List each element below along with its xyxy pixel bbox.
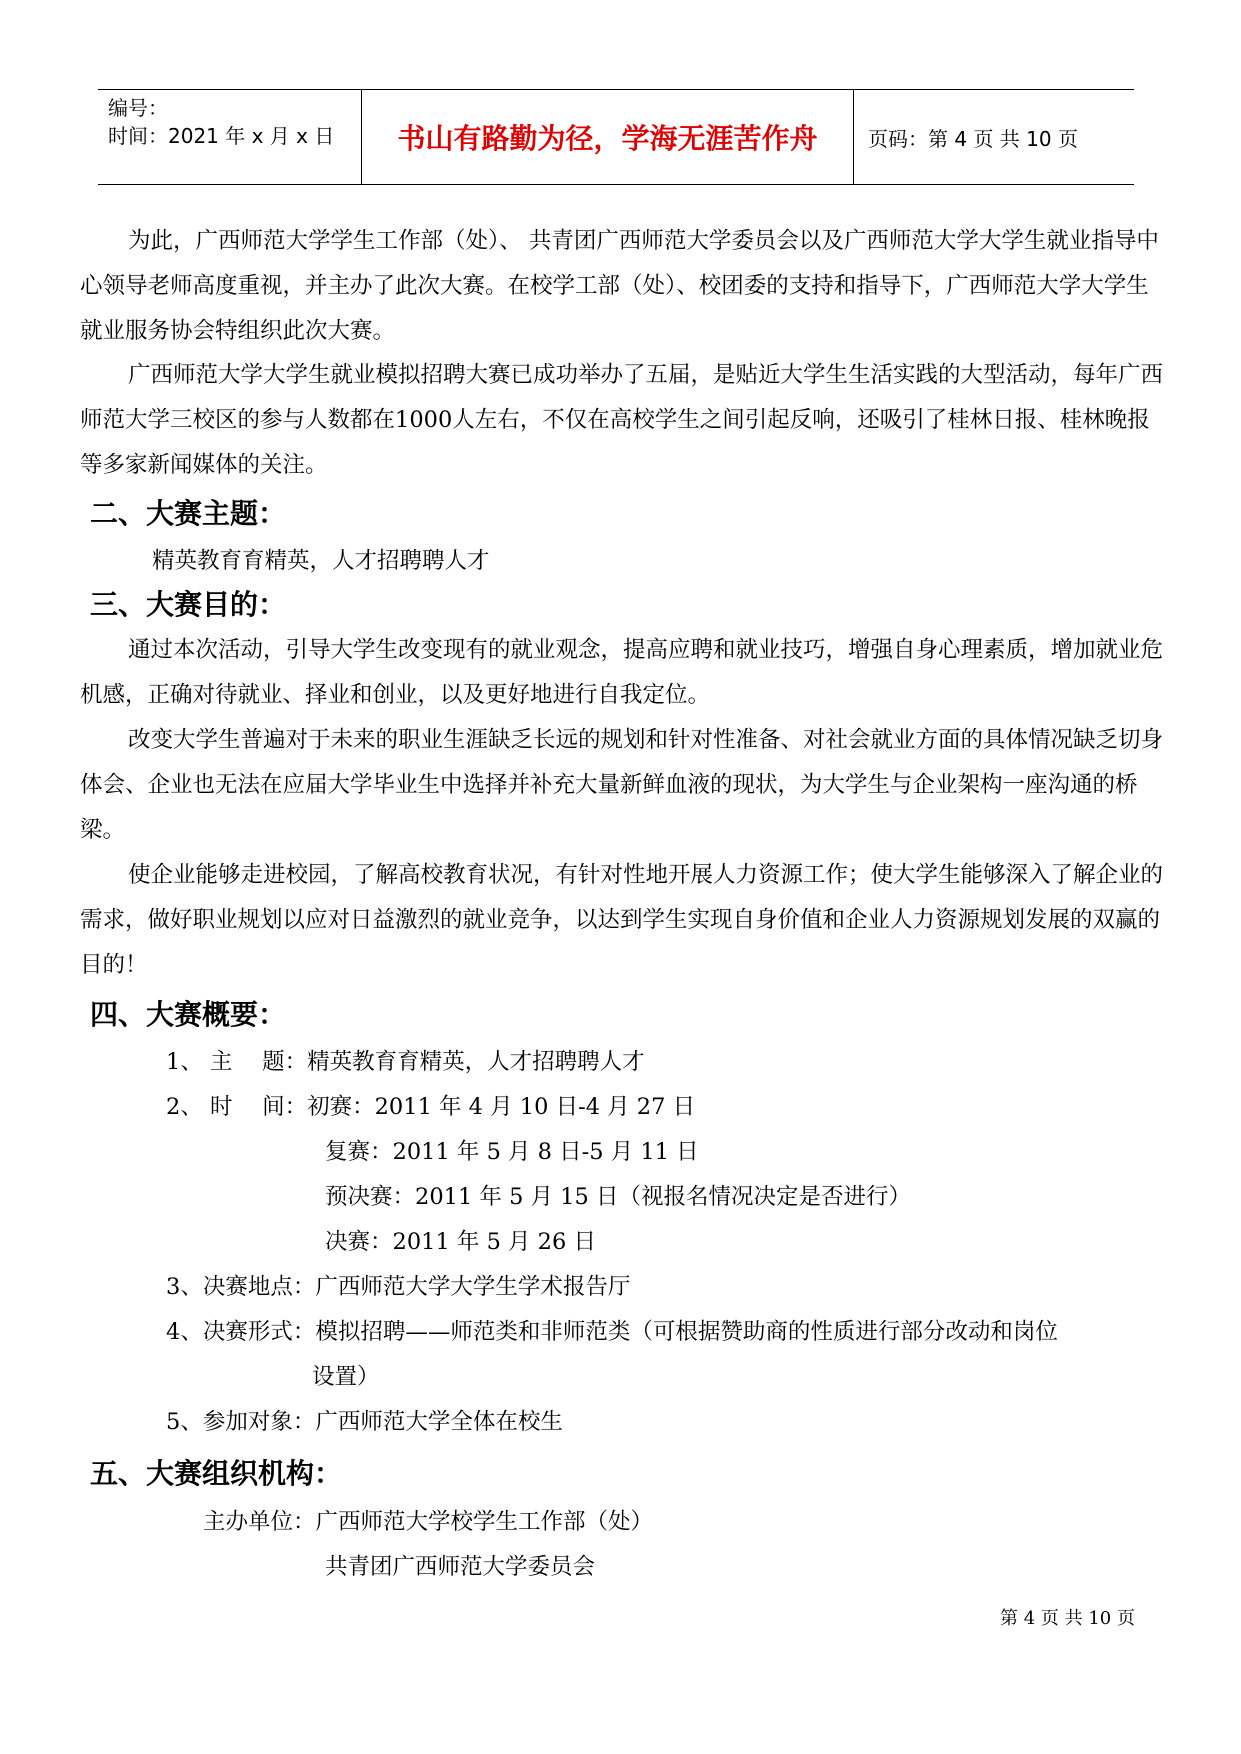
purpose-paragraph-1: 通过本次活动，引导大学生改变现有的就业观念，提高应聘和就业技巧，增强自身心理素质，增加就业危机感，正确对待就业、择业和创业，以及更好地进行自我定位。	[80, 637, 1164, 708]
header-motto: 书山有路勤为径，学海无涯苦作舟	[397, 122, 818, 155]
document-header	[98, 89, 1134, 185]
section-heading-purpose: 三、大赛目的：	[90, 588, 287, 621]
overview-item-venue: 3、决赛地点：广西师范大学大学生学术报告厅	[166, 1274, 631, 1300]
organizer-host-2: 共青团广西师范大学委员会	[325, 1554, 596, 1580]
overview-item-time-final: 决赛：2011 年 5 月 26 日	[325, 1229, 596, 1255]
intro-paragraph-1: 为此，广西师范大学学生工作部（处）、 共青团广西师范大学委员会以及广西师范大学大学生就业指导中心领导老师高度重视，并主办了此次大赛。在校学工部（处）、校团委的支持和指导下，广西师范大学大学生就业服务协会特组织此次大赛。	[80, 228, 1159, 344]
overview-item-time: 2、 时 间：初赛：2011 年 4 月 10 日-4 月 27 日	[166, 1094, 696, 1120]
intro-paragraph-2: 广西师范大学大学生就业模拟招聘大赛已成功举办了五届，是贴近大学生生活实践的大型活动，每年广西师范大学三校区的参与人数都在1000人左右，不仅在高校学生之间引起反响，还吸引了桂林日报、桂林晚报等多家新闻媒体的关注。	[80, 362, 1164, 478]
header-meta	[108, 94, 334, 150]
section-heading-overview: 四、大赛概要：	[90, 998, 287, 1031]
number-label: 编号：	[108, 96, 168, 120]
header-divider	[853, 90, 854, 184]
section-heading-organization: 五、大赛组织机构：	[90, 1457, 343, 1490]
organizer-host: 主办单位：广西师范大学校学生工作部（处）	[203, 1509, 654, 1535]
time-label: 时间：2021 年 x 月 x 日	[108, 124, 335, 148]
overview-item-time-semifinal: 复赛：2011 年 5 月 8 日-5 月 11 日	[325, 1139, 699, 1165]
overview-item-format-cont: 设置）	[312, 1364, 380, 1390]
section-heading-theme: 二、大赛主题：	[90, 497, 287, 530]
overview-item-time-prefinal: 预决赛：2011 年 5 月 15 日（视报名情况决定是否进行）	[325, 1184, 911, 1210]
overview-item-format: 4、决赛形式：模拟招聘——师范类和非师范类（可根据赞助商的性质进行部分改动和岗位	[166, 1319, 1058, 1345]
purpose-paragraph-2: 改变大学生普遍对于未来的职业生涯缺乏长远的规划和针对性准备、对社会就业方面的具体情况缺乏切身体会、企业也无法在应届大学毕业生中选择并补充大量新鲜血液的现状，为大学生与企业架构一座沟通的桥梁。	[80, 727, 1164, 843]
header-page-code: 页码：第 4 页 共 10 页	[868, 126, 1078, 151]
purpose-paragraph-3: 使企业能够走进校园，了解高校教育状况，有针对性地开展人力资源工作；使大学生能够深入了解企业的需求，做好职业规划以应对日益激烈的就业竞争，以达到学生实现自身价值和企业人力资源规划发展的双赢的目的！	[80, 862, 1164, 978]
page-footer: 第 4 页 共 10 页	[1000, 1608, 1135, 1629]
overview-item-participants: 5、参加对象：广西师范大学全体在校生	[166, 1409, 563, 1435]
overview-item-theme: 1、 主 题：精英教育育精英，人才招聘聘人才	[166, 1049, 645, 1075]
theme-text: 精英教育育精英，人才招聘聘人才	[152, 548, 490, 574]
